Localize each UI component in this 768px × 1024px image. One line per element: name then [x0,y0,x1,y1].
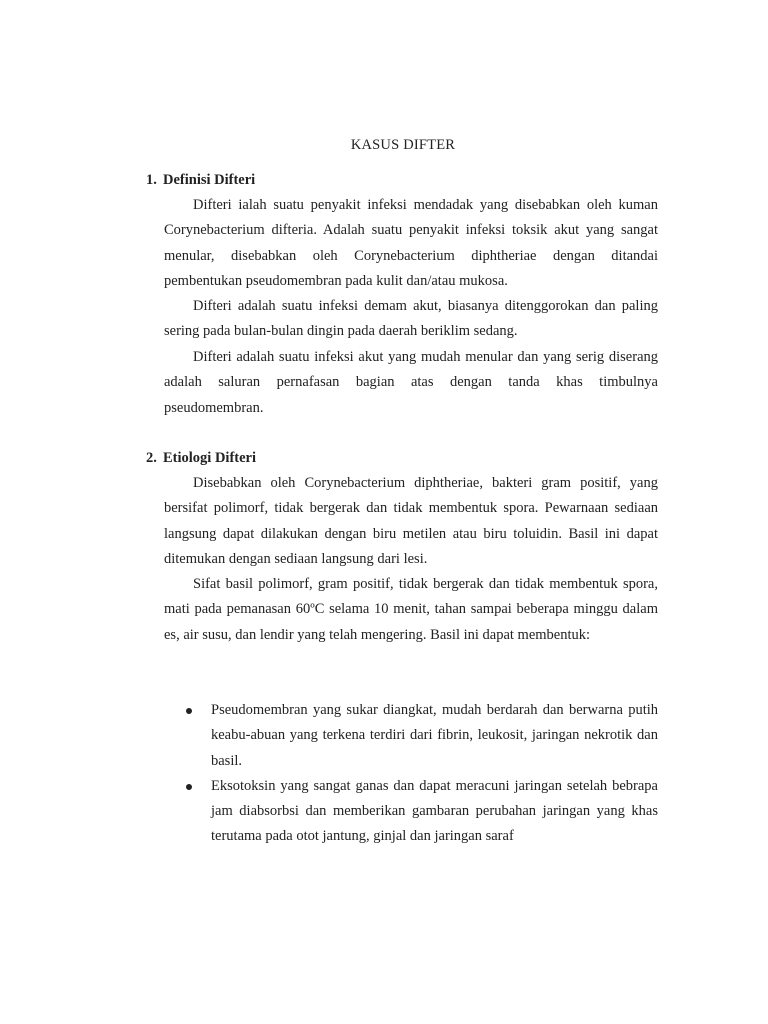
section-heading-etiologi [146,450,256,467]
list-item-text: Eksotoksin yang sangat ganas dan dapat meracuni jaringan setelah bebrapa jam diabsorbsi dan memberikan gambaran perubahan jaringan yang khas terutama pada otot jantung, ginjal dan jaringan saraf [211,777,658,845]
document-title: KASUS DIFTER [350,137,456,153]
bullet-icon [186,784,192,790]
paragraph: Difteri adalah suatu infeksi demam akut, biasanya ditenggorokan dan paling sering pada bulan-bulan dingin pada daerah beriklim sedang. [164,298,658,340]
paragraph: Difteri adalah suatu infeksi akut yang mudah menular dan yang serig diserang adalah saluran pernafasan bagian atas dengan tanda khas timbulnya pseudomembran. [164,349,658,416]
section-number: 1. [146,172,157,188]
paragraph: Disebabkan oleh Corynebacterium diphtheriae, bakteri gram positif, yang bersifat polimorf, tidak bergerak dan tidak membentuk spora. Pewarnaan sediaan langsung dapat dilakukan dengan biru metilen atau biru toluidin. Basil ini dapat ditemukan dengan sediaan langsung dari lesi. [164,475,658,567]
list-item [184,774,658,850]
paragraph: Sifat basil polimorf, gram positif, tidak bergerak dan tidak membentuk spora, mati pada pemanasan 60ºC selama 10 menit, tahan sampai beberapa minggu dalam es, air susu, dan lendir yang telah mengering. Basil ini dapat membentuk: [164,576,658,643]
bullet-icon [186,708,192,714]
paragraph: Difteri ialah suatu penyakit infeksi mendadak yang disebabkan oleh kuman Corynebacterium difteria. Adalah suatu penyakit infeksi toksik akut yang sangat menular, disebabkan oleh Corynebacterium diphtheriae dengan ditandai pembentukan pseudomembran pada kulit dan/atau mukosa. [164,197,658,289]
list-item-text: Pseudomembran yang sukar diangkat, mudah berdarah dan berwarna putih keabu-abuan yang terkena terdiri dari fibrin, leukosit, jaringan nekrotik dan basil. [211,702,658,769]
section-number: 2. [146,450,157,466]
section-title: Etiologi Difteri [163,450,257,466]
list-item [184,698,658,774]
bullet-list [184,698,658,850]
section-heading-definisi [146,172,255,189]
section-title: Definisi Difteri [163,172,256,188]
